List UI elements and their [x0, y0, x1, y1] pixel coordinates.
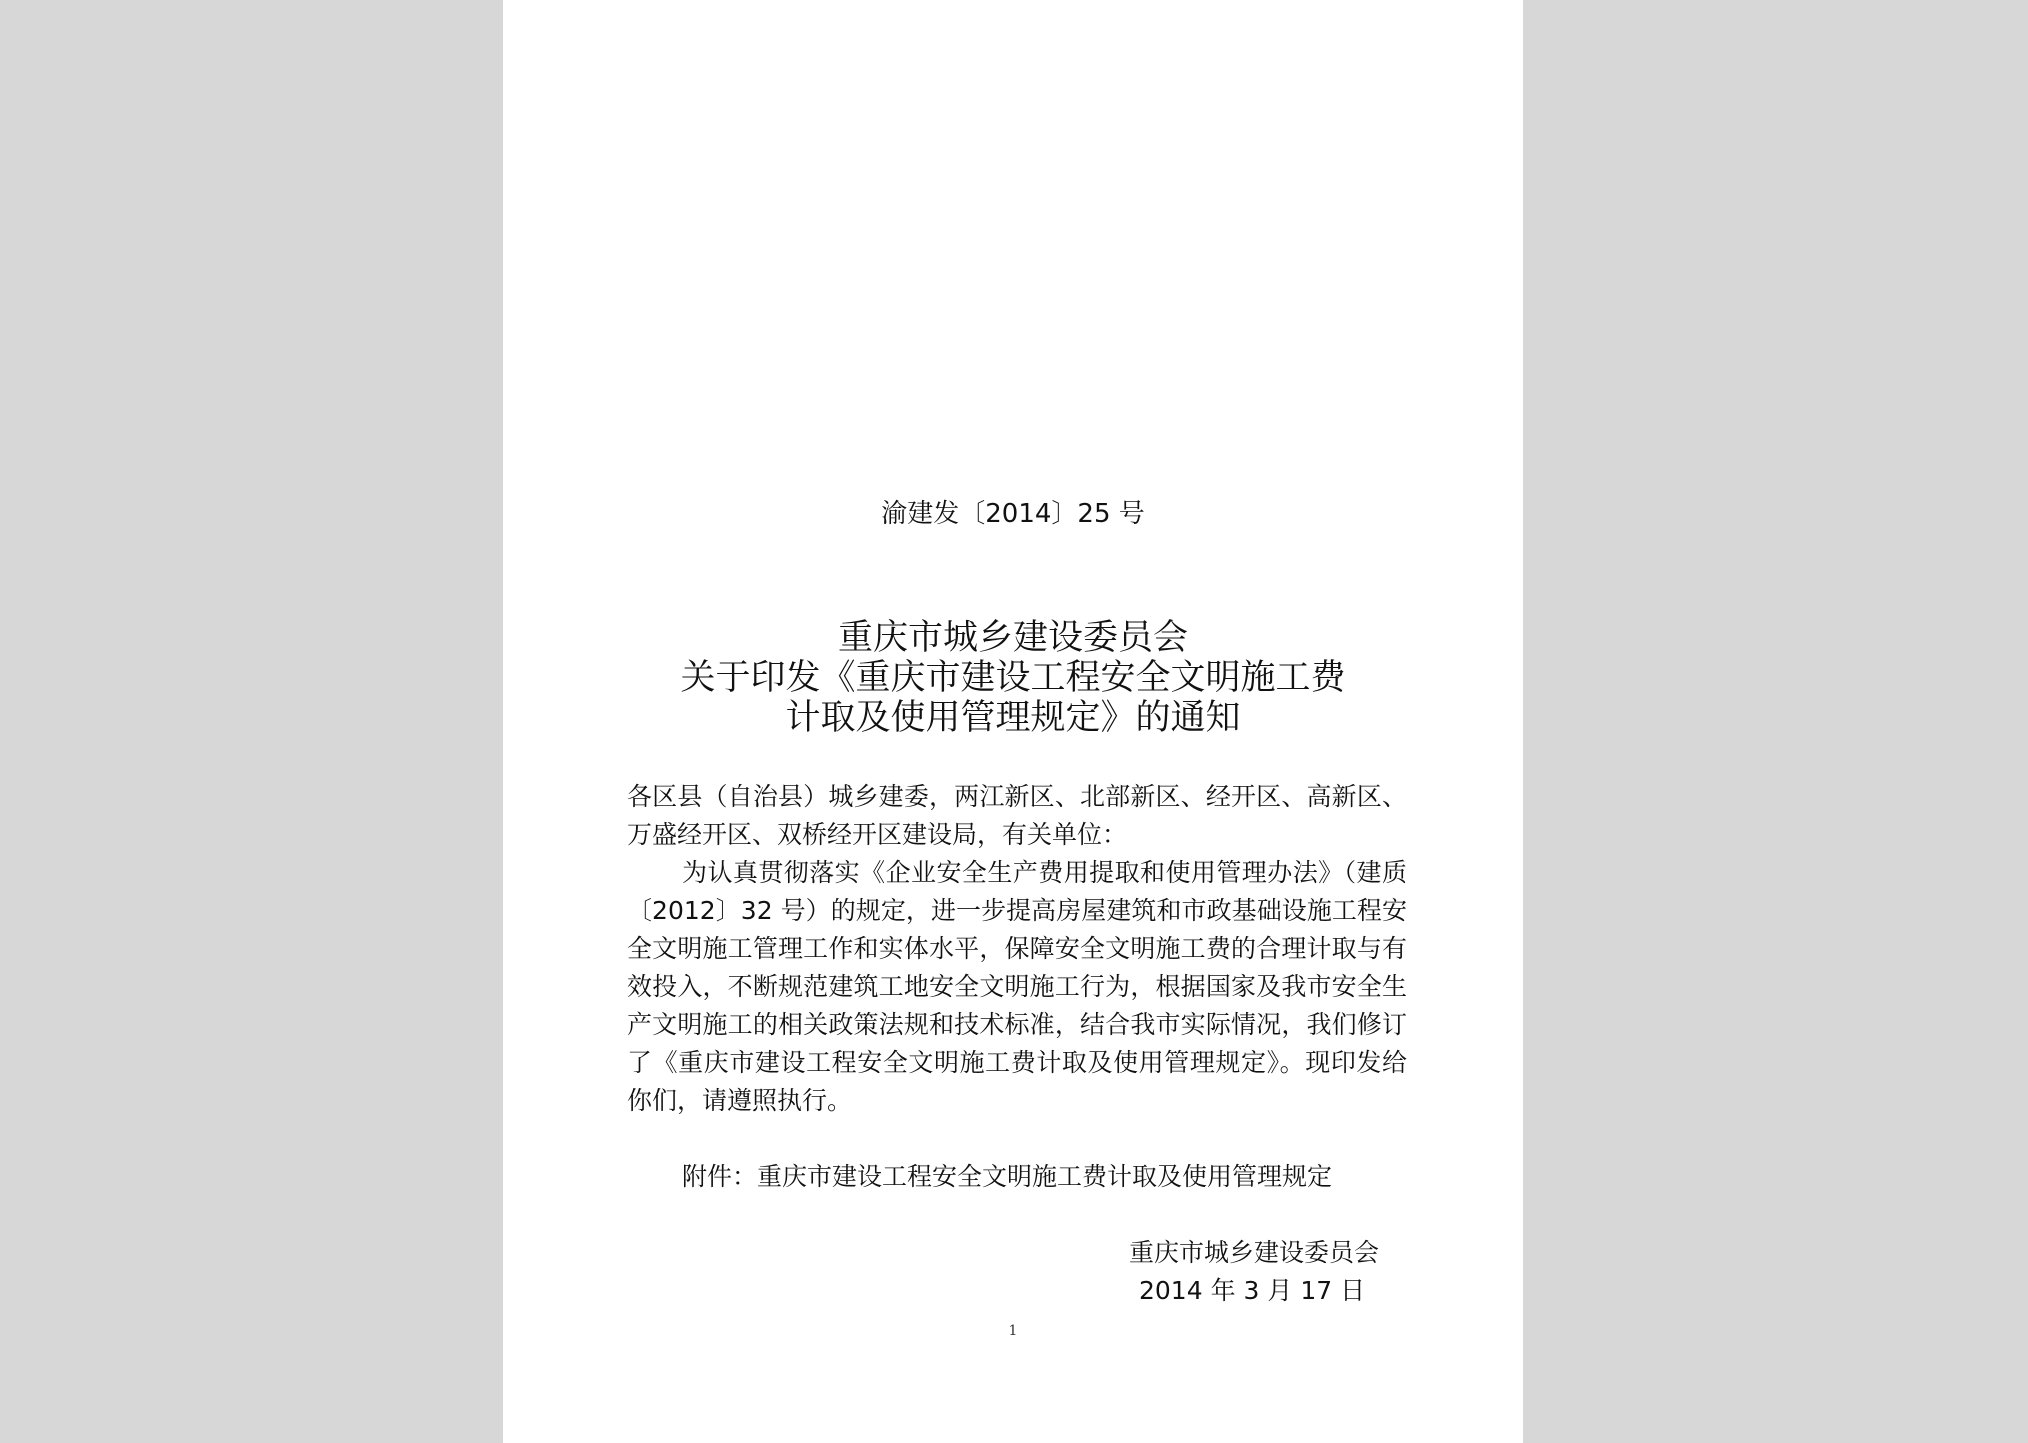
document-number: 渝建发〔2014〕25 号: [881, 499, 1145, 529]
document-body: [627, 778, 1407, 1120]
signature-block: [1129, 1234, 1379, 1310]
attachment-label: 附件：: [682, 1162, 758, 1191]
document-page: [503, 0, 1523, 1443]
title-line-3: 计取及使用管理规定》的通知: [785, 698, 1241, 738]
addressee-paragraph: 各区县（自治县）城乡建委，两江新区、北部新区、经开区、高新区、万盛经开区、双桥经开区建设局，有关单位：: [627, 782, 1407, 849]
title-line-2: 关于印发《重庆市建设工程安全文明施工费: [680, 658, 1346, 698]
main-paragraph: 为认真贯彻落实《企业安全生产费用提取和使用管理办法》（建质〔2012〕32 号）的规定，进一步提高房屋建筑和市政基础设施工程安全文明施工管理工作和实体水平，保障安全文明施工费的合理计取与有效投入，不断规范建筑工地安全文明施工行为，根据国家及我市安全生产文明施工的相关政策法规和技术标准，结合我市实际情况，我们修订了《重庆市建设工程安全文明施工费计取及使用管理规定》。现印发给你们，请遵照执行。: [627, 858, 1407, 1115]
attachment-title: 重庆市建设工程安全文明施工费计取及使用管理规定: [757, 1162, 1333, 1191]
page-number: 1: [1008, 1323, 1018, 1339]
title-line-1: 重庆市城乡建设委员会: [837, 618, 1188, 658]
document-title: [503, 618, 1523, 738]
attachment-line: [682, 1158, 1332, 1196]
signature-date: 2014 年 3 月 17 日: [1139, 1276, 1366, 1305]
signature-organization: 重庆市城乡建设委员会: [1129, 1238, 1380, 1267]
